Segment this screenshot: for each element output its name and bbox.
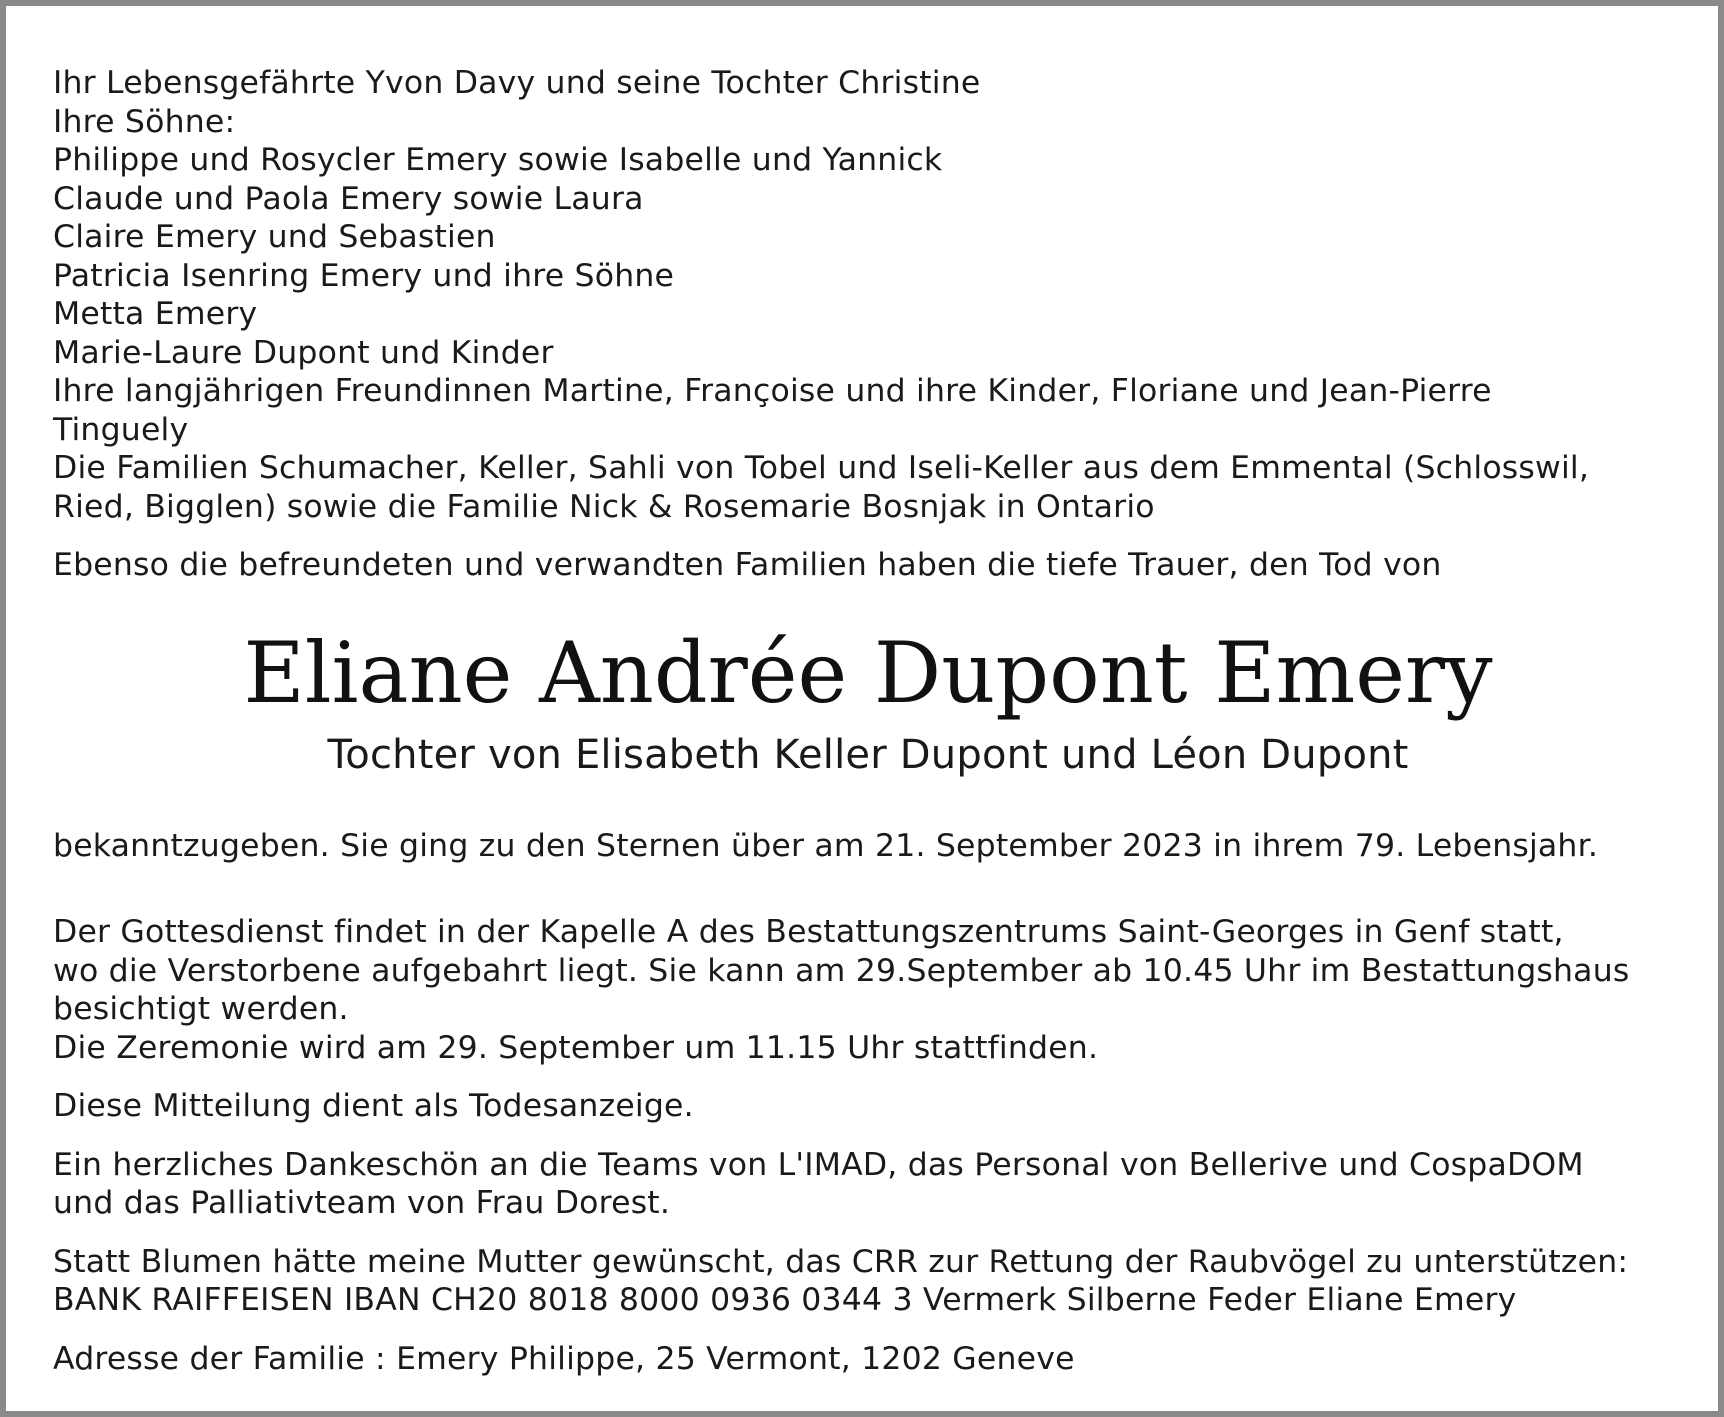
notice-text: Diese Mitteilung dient als Todesanzeige. <box>53 1088 694 1124</box>
family-address: Adresse der Familie : Emery Philippe, 25 Vermont, 1202 Geneve <box>53 1340 1075 1377</box>
thanks-text <box>53 1146 1693 1223</box>
mourners-list <box>53 64 1693 526</box>
mourner-line: Die Familien Schumacher, Keller, Sahli von Tobel und Iseli-Keller aus dem Emmental (Schlosswil, <box>53 450 1590 486</box>
announcement-text: bekanntzugeben. Sie ging zu den Sternen über am 21. September 2023 in ihrem 79. Lebensjahr. <box>53 827 1599 864</box>
intro-text: Ebenso die befreundeten und verwandten Familien haben die tiefe Trauer, den Tod von <box>53 547 1442 583</box>
obituary-content <box>53 64 1693 1378</box>
service-line: Die Zeremonie wird am 29. September um 11.15 Uhr stattfinden. <box>53 1029 1099 1066</box>
mourner-line: Metta Emery <box>53 296 258 332</box>
mourner-line: Ihre Söhne: <box>53 103 236 140</box>
donation-line: BANK RAIFFEISEN IBAN CH20 8018 8000 0936 0344 3 Vermerk Silberne Feder Eliane Emery <box>53 1282 1517 1318</box>
mourner-line: Claude und Paola Emery sowie Laura <box>53 180 644 217</box>
mourner-line: Claire Emery und Sebastien <box>53 219 496 255</box>
deceased-name: Eliane Andrée Dupont Emery <box>243 623 1493 722</box>
mourner-line: Patricia Isenring Emery und ihre Söhne <box>53 257 675 294</box>
mourner-line: Marie-Laure Dupont und Kinder <box>53 334 554 371</box>
thanks-line: Ein herzliches Dankeschön an die Teams von L'IMAD, das Personal von Bellerive und CospaDOM <box>53 1146 1584 1183</box>
mourner-line: Ried, Bigglen) sowie die Familie Nick & Rosemarie Bosnjak in Ontario <box>53 488 1155 525</box>
mourner-line: Ihre langjährigen Freundinnen Martine, Françoise und ihre Kinder, Floriane und Jean-Pierre <box>53 373 1492 409</box>
service-info <box>53 913 1693 1067</box>
service-line: besichtigt werden. <box>53 991 349 1027</box>
donation-line: Statt Blumen hätte meine Mutter gewünscht, das CRR zur Rettung der Raubvögel zu unterstützen: <box>53 1243 1629 1280</box>
service-line: wo die Verstorbene aufgebahrt liegt. Sie kann am 29.September ab 10.45 Uhr im Bestattungshaus <box>53 952 1630 989</box>
mourner-line: Ihr Lebensgefährte Yvon Davy und seine Tochter Christine <box>53 65 981 101</box>
mourner-line: Tinguely <box>53 411 189 448</box>
service-line: Der Gottesdienst findet in der Kapelle A des Bestattungszentrums Saint-Georges in Genf statt, <box>53 914 1564 950</box>
deceased-parents: Tochter von Elisabeth Keller Dupont und Léon Dupont <box>327 731 1409 778</box>
thanks-line: und das Palliativteam von Frau Dorest. <box>53 1185 671 1221</box>
donation-text <box>53 1243 1693 1320</box>
mourner-line: Philippe und Rosycler Emery sowie Isabelle und Yannick <box>53 142 943 178</box>
